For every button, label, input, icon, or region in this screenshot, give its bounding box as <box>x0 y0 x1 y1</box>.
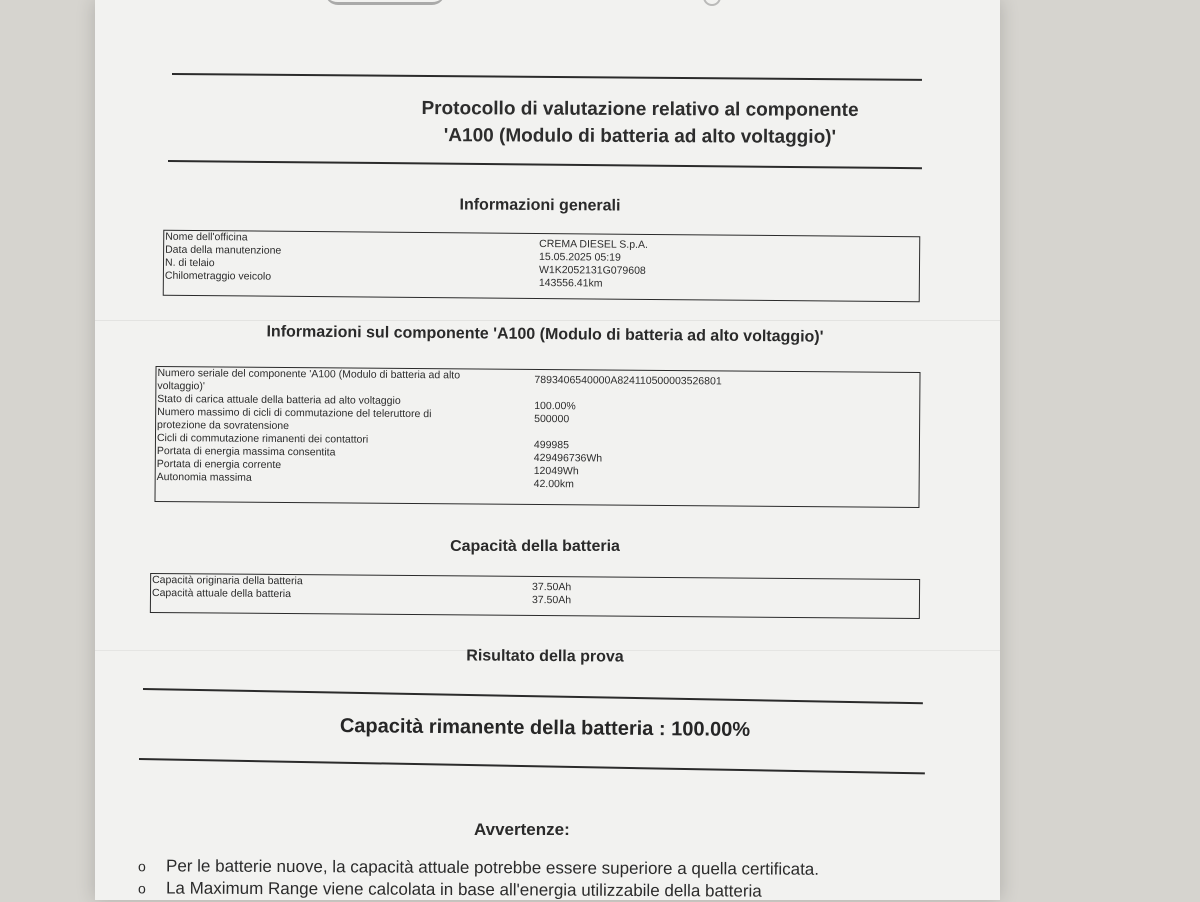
title-line-1: Protocollo di valutazione relativo al componente <box>421 98 859 121</box>
title-bottom-rule <box>168 160 922 169</box>
label-max-cycles: Numero massimo di cicli di commutazione del teleruttore di <box>157 406 432 421</box>
general-info-table <box>163 230 921 303</box>
label-max-range: Autonomia massima <box>156 471 252 484</box>
remaining-capacity-result: Capacità rimanente della batteria : 100.00% <box>339 715 751 741</box>
title-top-rule <box>172 73 922 81</box>
value-original-capacity: 37.50Ah <box>532 580 572 594</box>
value-remaining-cycles: 499985 <box>533 438 570 452</box>
value-max-range: 42.00km <box>533 477 574 491</box>
value-chassis-number: W1K2052131G079608 <box>538 263 646 277</box>
warning-item <box>138 878 762 901</box>
label-serial-number: Numero seriale del componente 'A100 (Modulo di batteria ad alto <box>157 367 461 382</box>
label-current-capacity: Capacità attuale della batteria <box>151 586 291 601</box>
warning-text-2: La Maximum Range viene calcolata in base all'energia utilizzabile della batteria <box>165 878 762 901</box>
component-info-labels <box>157 367 461 486</box>
label-chassis-number: N. di telaio <box>164 256 215 270</box>
test-result-heading: Risultato della prova <box>466 647 624 666</box>
document-title <box>295 94 985 151</box>
general-info-values <box>539 238 648 291</box>
warning-item <box>138 856 819 880</box>
label-original-capacity: Capacità originaria della batteria <box>152 573 303 588</box>
warnings-heading: Avvertenze: <box>474 820 570 839</box>
value-state-of-charge: 100.00% <box>534 399 576 413</box>
result-top-rule <box>143 688 923 704</box>
cropped-header-fragment <box>325 0 445 5</box>
value-current-energy: 12049Wh <box>533 464 579 478</box>
label-current-energy: Portata di energia corrente <box>156 458 282 471</box>
battery-capacity-table <box>150 573 920 619</box>
warning-text-1: Per le batterie nuove, la capacità attuale potrebbe essere superiore a quella certificata. <box>165 856 820 879</box>
cropped-header-fragment <box>703 0 721 6</box>
battery-capacity-values <box>532 581 571 607</box>
label-remaining-cycles: Cicli di commutazione rimanenti dei contattori <box>156 432 369 446</box>
general-info-labels <box>165 231 282 284</box>
value-vehicle-mileage: 143556.41km <box>538 276 603 290</box>
value-max-energy: 429496736Wh <box>533 451 603 465</box>
label-serial-number-cont: voltaggio)' <box>157 380 205 393</box>
value-maintenance-date: 15.05.2025 05:19 <box>539 250 621 264</box>
component-info-values <box>534 374 722 492</box>
paper-fold-line <box>95 320 1000 321</box>
label-max-energy: Portata di energia massima consentita <box>156 445 336 459</box>
label-vehicle-mileage: Chilometraggio veicolo <box>164 269 272 283</box>
title-line-2: 'A100 (Modulo di batteria ad alto voltaggio)' <box>443 125 837 148</box>
label-maintenance-date: Data della manutenzione <box>165 243 282 257</box>
label-max-cycles-cont: protezione da sovratensione <box>157 419 290 433</box>
battery-capacity-heading: Capacità della batteria <box>450 538 620 555</box>
result-bottom-rule <box>139 758 925 774</box>
bullet-icon: o <box>137 880 146 897</box>
value-workshop-name: CREMA DIESEL S.p.A. <box>539 237 648 251</box>
component-info-table <box>154 366 920 508</box>
value-max-cycles: 500000 <box>534 412 570 426</box>
label-workshop-name: Nome dell'officina <box>165 230 248 244</box>
battery-capacity-labels <box>152 574 303 601</box>
component-info-heading: Informazioni sul componente 'A100 (Modulo di batteria ad alto voltaggio)' <box>266 323 824 346</box>
value-current-capacity: 37.50Ah <box>531 593 572 607</box>
label-state-of-charge: Stato di carica attuale della batteria ad alto voltaggio <box>157 393 401 407</box>
document-page <box>95 0 1000 900</box>
bullet-icon: o <box>137 858 146 875</box>
value-serial-number: 7893406540000A824110500003526801 <box>534 373 722 388</box>
general-info-heading: Informazioni generali <box>459 196 621 215</box>
